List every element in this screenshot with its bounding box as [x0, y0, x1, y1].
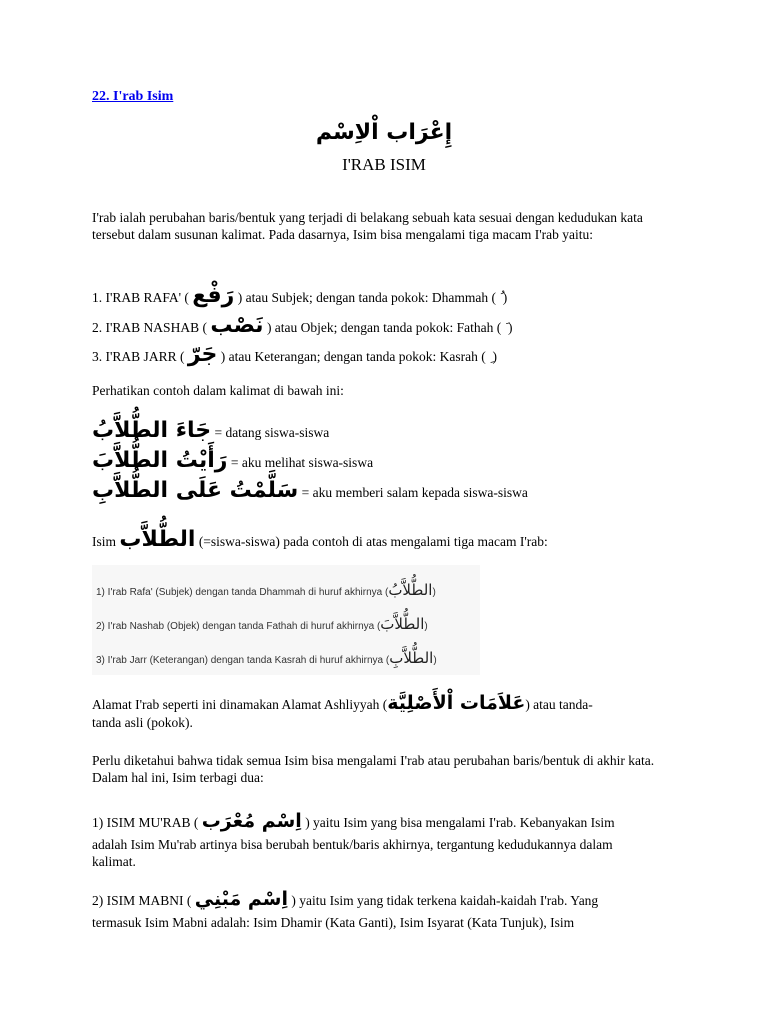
isim-murab-paragraph: 1) ISIM MU'RAB ( اِسْم مُعْرَب ) yaitu Isim yang bisa mengalami I'rab. Kebanyakan Isim adalah Isim Mu'rab artinya bisa berubah bentuk/baris akhirnya, tergantung kedudukannya dalam kalimat.	[92, 810, 615, 869]
image-row-rafa: 1) I'rab Rafa' (Subjek) dengan tanda Dhammah di huruf akhirnya (الطُّلاَّبُ)	[96, 581, 436, 599]
isim-line: Isim الطُّلاَّب (=siswa-siswa) pada contoh di atas mengalami tiga macam I'rab:	[92, 527, 548, 552]
example-3: سَلَّمْتُ عَلَى الطُّلاَّبِ = aku memberi salam kepada siswa-siswa	[92, 478, 528, 503]
example-intro: Perhatikan contoh dalam kalimat di bawah ini:	[92, 383, 344, 398]
isim-mabni-paragraph: 2) ISIM MABNI ( اِسْم مَبْنِي ) yaitu Isim yang tidak terkena kaidah-kaidah I'rab. Yang termasuk Isim Mabni adalah: Isim Dhamir (Kata Ganti), Isim Isyarat (Kata Tunjuk), Isim	[92, 888, 599, 930]
title-arabic: إِعْرَاب اْلاِسْم	[315, 120, 453, 145]
type-rafa: 1. I'RAB RAFA' ( رَفْع ) atau Subjek; dengan tanda pokok: Dhammah ( )	[92, 283, 508, 308]
example-2: رَأَيْتُ الطُّلاَّبَ = aku melihat siswa-siswa	[92, 448, 374, 473]
perlu-paragraph: Perlu diketahui bahwa tidak semua Isim bisa mengalami I'rab atau perubahan baris/bentuk di akhir kata. Dalam hal ini, Isim terbagi dua:	[92, 753, 655, 785]
jarr-arabic: جَرّ	[187, 342, 218, 367]
rafa-arabic: رَفْع	[192, 283, 235, 308]
title-latin: I'RAB ISIM	[342, 155, 426, 174]
type-jarr: 3. I'RAB JARR ( جَرّ ) atau Keterangan; dengan tanda pokok: Kasrah ( )	[92, 342, 498, 367]
image-row-nashab: 2) I'rab Nashab (Objek) dengan tanda Fathah di huruf akhirnya (الطُّلاَّبَ)	[96, 615, 428, 633]
heading-link[interactable]: 22. I'rab Isim	[92, 89, 174, 104]
image-row-jarr: 3) I'rab Jarr (Keterangan) dengan tanda Kasrah di huruf akhirnya (الطُّلاَّبِ)	[96, 649, 437, 667]
irab-example-image	[92, 565, 480, 675]
nashab-arabic: نَصْب	[210, 313, 264, 338]
alamat-paragraph: Alamat I'rab seperti ini dinamakan Alamat Ashliyyah (عَلاَمَات اْلأَصْلِيَّة) atau tanda- tanda asli (pokok).	[92, 692, 593, 730]
example-1: جَاءَ الطُّلاَّبُ = datang siswa-siswa	[92, 418, 330, 443]
intro-paragraph: I'rab ialah perubahan baris/bentuk yang terjadi di belakang sebuah kata sesuai dengan kedudukan kata tersebut dalam susunan kalimat. Pada dasarnya, Isim bisa mengalami tiga macam I'rab yaitu:	[92, 210, 643, 242]
type-nashab: 2. I'RAB NASHAB ( نَصْب ) atau Objek; dengan tanda pokok: Fathah ( )	[92, 313, 513, 338]
